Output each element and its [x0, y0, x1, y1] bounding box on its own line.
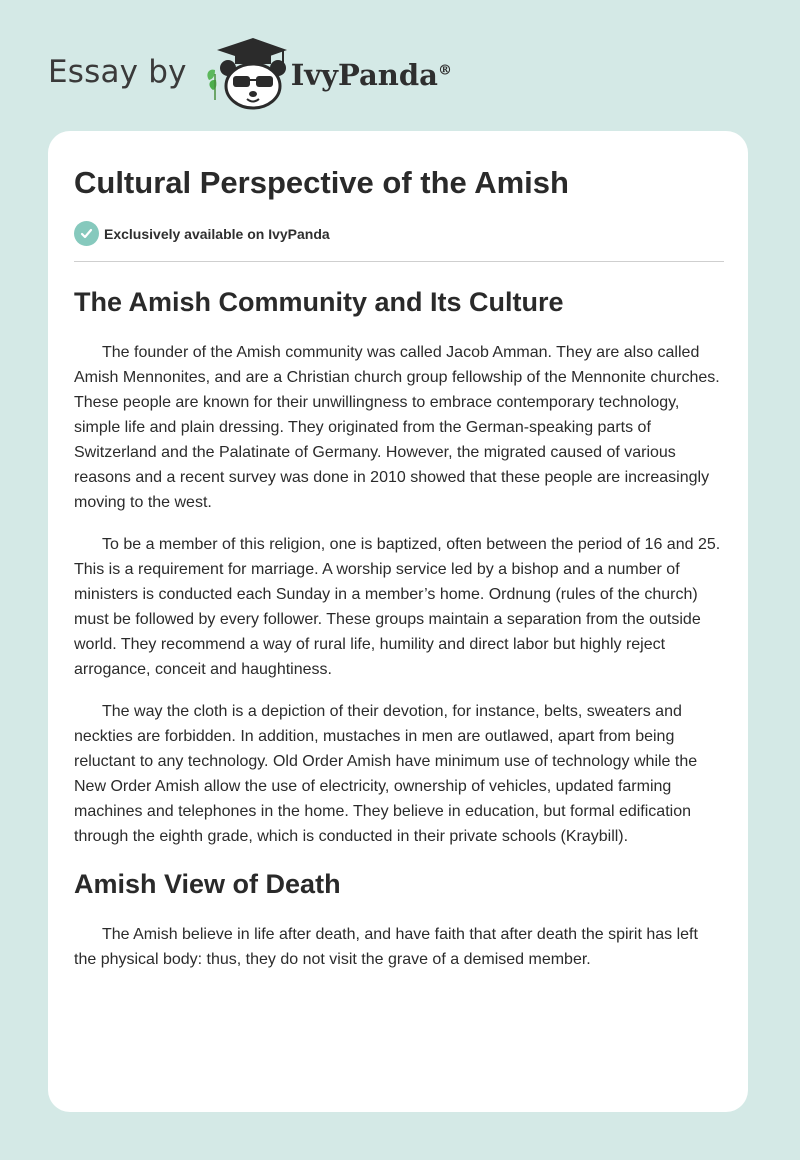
- brand-text: IvyPanda: [290, 58, 438, 92]
- essay-by-label: Essay by: [48, 54, 187, 90]
- registered-mark: ®: [437, 62, 452, 79]
- site-header: [48, 34, 452, 110]
- essay-title: Cultural Perspective of the Amish: [74, 165, 569, 200]
- paragraph: To be a member of this religion, one is baptized, often between the period of 16 and 25. This is a requirement for marriage. A worship service led by a bishop and a number of ministers is conducted each Sunday in a member’s home. Ordnung (rules of the church) must be followed by every follower. These groups maintain a separation from the outside world. They recommend a way of rural life, humility and direct labor but highly reject arrogance, conceit and haughtiness.: [74, 536, 721, 678]
- section-heading: The Amish Community and Its Culture: [74, 287, 564, 317]
- panda-logo-icon[interactable]: [203, 34, 289, 110]
- exclusive-badge: [74, 221, 330, 246]
- paragraph: The Amish believe in life after death, and have faith that after death the spirit has left the physical body: thus, they do not visit the grave of a demised member.: [74, 926, 698, 968]
- title-divider: [74, 261, 724, 262]
- essay-body: [74, 279, 724, 972]
- section-heading: Amish View of Death: [74, 869, 341, 899]
- paragraph: The founder of the Amish community was called Jacob Amman. They are also called Amish Mennonites, and are a Christian church group fellowship of the Mennonite churches. These people are known for their unwillingness to embrace contemporary technology, simple life and plain dressing. They originated from the German-speaking parts of Switzerland and the Palatinate of Germany. However, the migrated caused of various reasons and a recent survey was done in 2010 showed that these people are increasingly moving to the west.: [74, 344, 720, 511]
- essay-card: [48, 131, 748, 1112]
- exclusive-label: Exclusively available on IvyPanda: [104, 225, 330, 242]
- check-icon: [74, 221, 99, 246]
- brand-name[interactable]: [291, 58, 452, 92]
- paragraph: The way the cloth is a depiction of their devotion, for instance, belts, sweaters and neckties are forbidden. In addition, mustaches in men are outlawed, apart from being reluctant to any technology. Old Order Amish have minimum use of technology while the New Order Amish allow the use of electricity, ownership of vehicles, updated farming machines and telephones in the home. They believe in education, but formal edification through the eighth grade, which is conducted in their private schools (Kraybill).: [74, 703, 698, 845]
